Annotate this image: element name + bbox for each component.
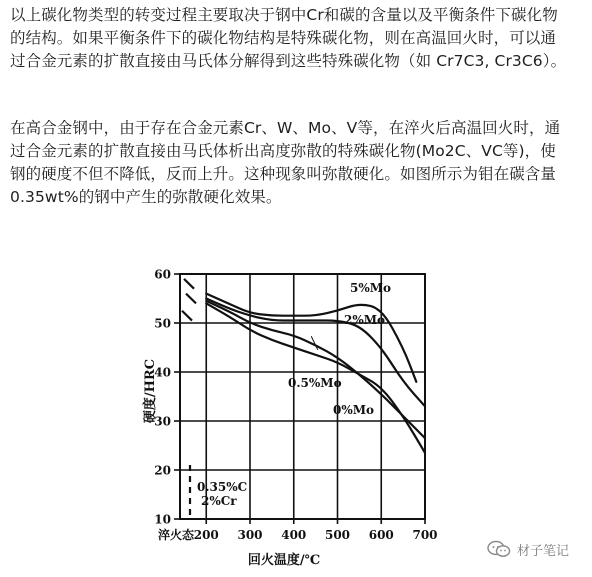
- intro-line: 的结构。如果平衡条件下的碳化物结构是特殊碳化物，则在高温回火时，可以通: [10, 29, 557, 47]
- body-line: 在高合金钢中，由于存在合金元素Cr、W、Mo、V等，在淬火后高温回火时，通: [10, 119, 561, 137]
- body-line: 钢的硬度不但不降低，反而上升。这种现象叫弥散硬化。如图所示为钼在碳含量: [10, 165, 557, 183]
- curve-label-0mo: 0%Mo: [333, 403, 375, 417]
- curve-label-05mo: 0.5%Mo: [288, 376, 342, 390]
- y-tick-label: 10: [154, 512, 171, 527]
- x-tick-label: 700: [412, 528, 438, 542]
- y-tick-label: 50: [154, 316, 171, 331]
- x-tick-label: 300: [237, 528, 263, 542]
- watermark-text: 材子笔记: [517, 543, 570, 559]
- composition-chromium: 2%Cr: [201, 494, 237, 508]
- series-5mo-line: [206, 294, 416, 382]
- curve-label-2mo: 2%Mo: [344, 313, 386, 327]
- x-tick-label: 500: [324, 528, 351, 542]
- curve-label-5mo: 5%Mo: [350, 281, 392, 295]
- x-tick-label: 400: [281, 528, 307, 542]
- watermark: [487, 538, 569, 560]
- y-axis-label: 硬度/HRC: [143, 358, 158, 424]
- intro-line: 以上碳化物类型的转变过程主要取决于钢中Cr和碳的含量以及平衡条件下碳化物: [10, 6, 558, 24]
- body-line: 过合金元素的扩散直接由马氏体析出高度弥散的特殊碳化物(Mo2C、VC等)，使: [10, 142, 556, 160]
- y-tick-label: 40: [154, 365, 171, 380]
- axis-break-mark: [184, 279, 194, 289]
- y-tick-label: 60: [154, 267, 171, 282]
- wechat-icon: [487, 540, 511, 558]
- axis-break-mark: [182, 311, 192, 321]
- intro-paragraph: [10, 4, 582, 73]
- hardness-tempering-chart: [138, 263, 438, 573]
- axis-break-mark: [186, 294, 196, 304]
- chart-series: [206, 294, 425, 453]
- x-tick-label: 600: [368, 528, 394, 542]
- composition-carbon: 0.35%C: [197, 480, 248, 494]
- body-line: 0.35wt%的钢中产生的弥散硬化效果。: [10, 188, 282, 206]
- secondary-hardening-paragraph: [10, 117, 582, 209]
- x-axis-label: 回火温度/℃: [247, 553, 321, 568]
- y-tick-label: 20: [154, 463, 171, 478]
- chart-canvas: [138, 263, 438, 573]
- x-tick-label: 200: [193, 528, 219, 542]
- intro-line: 过合金元素的扩散直接由马氏体分解得到这些特殊碳化物（如 Cr7C3, Cr3C6）。: [10, 52, 567, 70]
- y-tick-label: 30: [154, 414, 171, 429]
- x-tick-label-quenched: 淬火态: [157, 528, 195, 542]
